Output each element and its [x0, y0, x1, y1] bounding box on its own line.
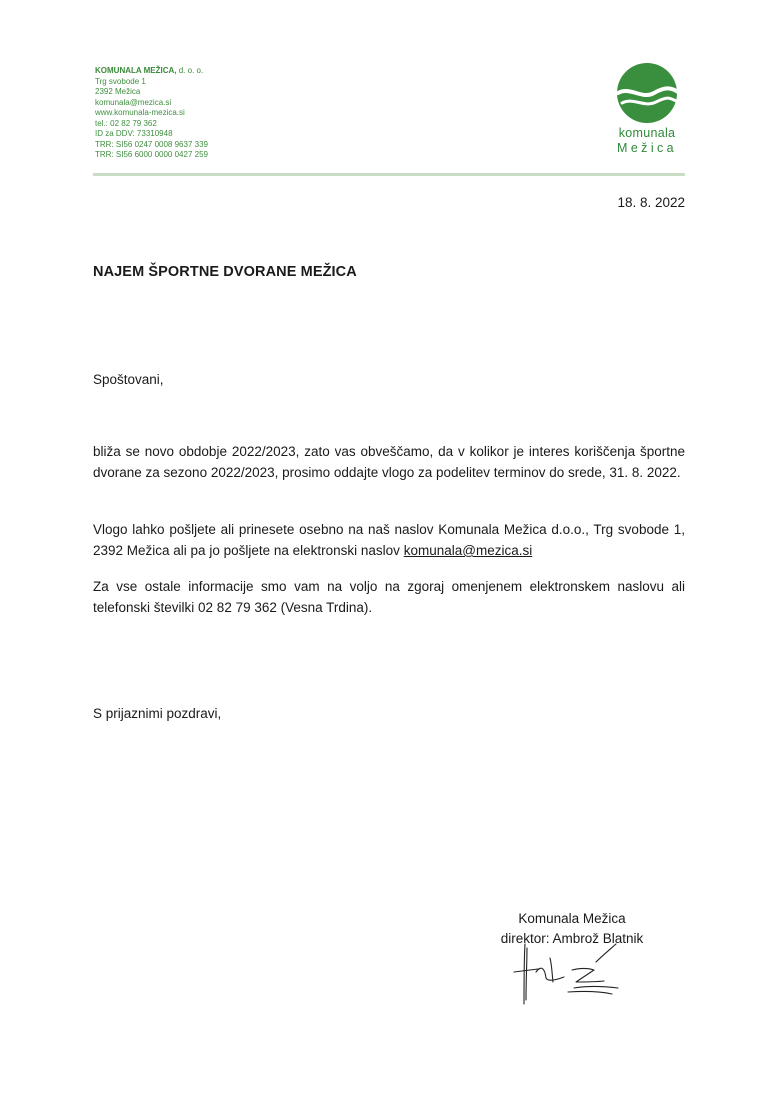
company-address-block [95, 66, 208, 161]
company-vat-id: ID za DDV: 73310948 [95, 129, 173, 138]
logo-text-mezica: Mežica [617, 141, 677, 155]
company-website: www.komunala-mezica.si [95, 108, 185, 117]
signature-role: direktor: Ambrož Blatnik [500, 931, 644, 946]
letter-title: NAJEM ŠPORTNE DVORANE MEŽICA [93, 264, 357, 280]
letter-greeting: Spoštovani, [93, 372, 164, 387]
company-phone: tel.: 02 82 79 362 [95, 118, 157, 128]
signature-organization: Komunala Mežica [518, 911, 626, 926]
logo-text-komunala: komunala [618, 126, 676, 140]
letter-paragraph-3: Za vse ostale informacije smo vam na voljo na zgoraj omenjenem elektronskem naslovu ali telefonski številki 02 82 79 362 (Vesna Trdina). [93, 579, 685, 615]
company-bank-account-2: TRR: SI56 6000 0000 0427 259 [95, 150, 208, 159]
company-email: komunala@mezica.si [95, 97, 172, 107]
letter-paragraph-1: bliža se novo obdobje 2022/2023, zato vas obveščamo, da v kolikor je interes koriščenja športne dvorane za sezono 2022/2023, prosimo oddajte vlogo za podelitev terminov do srede, 31. 8. 2022. [93, 444, 685, 480]
logo-emblem-icon [616, 62, 678, 124]
letter-date: 18. 8. 2022 [617, 195, 685, 210]
company-bank-account-1: TRR: SI56 0247 0008 9637 339 [95, 139, 208, 149]
header-divider [93, 173, 685, 176]
letter-closing: S prijaznimi pozdravi, [93, 706, 222, 721]
paragraph-2-text: Vlogo lahko pošljete ali prinesete osebno na naš naslov Komunala Mežica d.o.o., Trg svobode 1, 2392 Mežica ali pa jo pošljete na elektronski naslov [93, 522, 685, 558]
letter-paragraph-2 [93, 519, 685, 561]
company-logo [612, 62, 682, 162]
company-street: Trg svobode 1 [95, 76, 146, 86]
handwritten-signature [512, 942, 630, 1006]
email-link[interactable]: komunala@mezica.si [403, 543, 533, 558]
company-name: KOMUNALA MEŽICA, d. o. o. [95, 66, 204, 75]
company-city: 2392 Mežica [95, 87, 141, 96]
